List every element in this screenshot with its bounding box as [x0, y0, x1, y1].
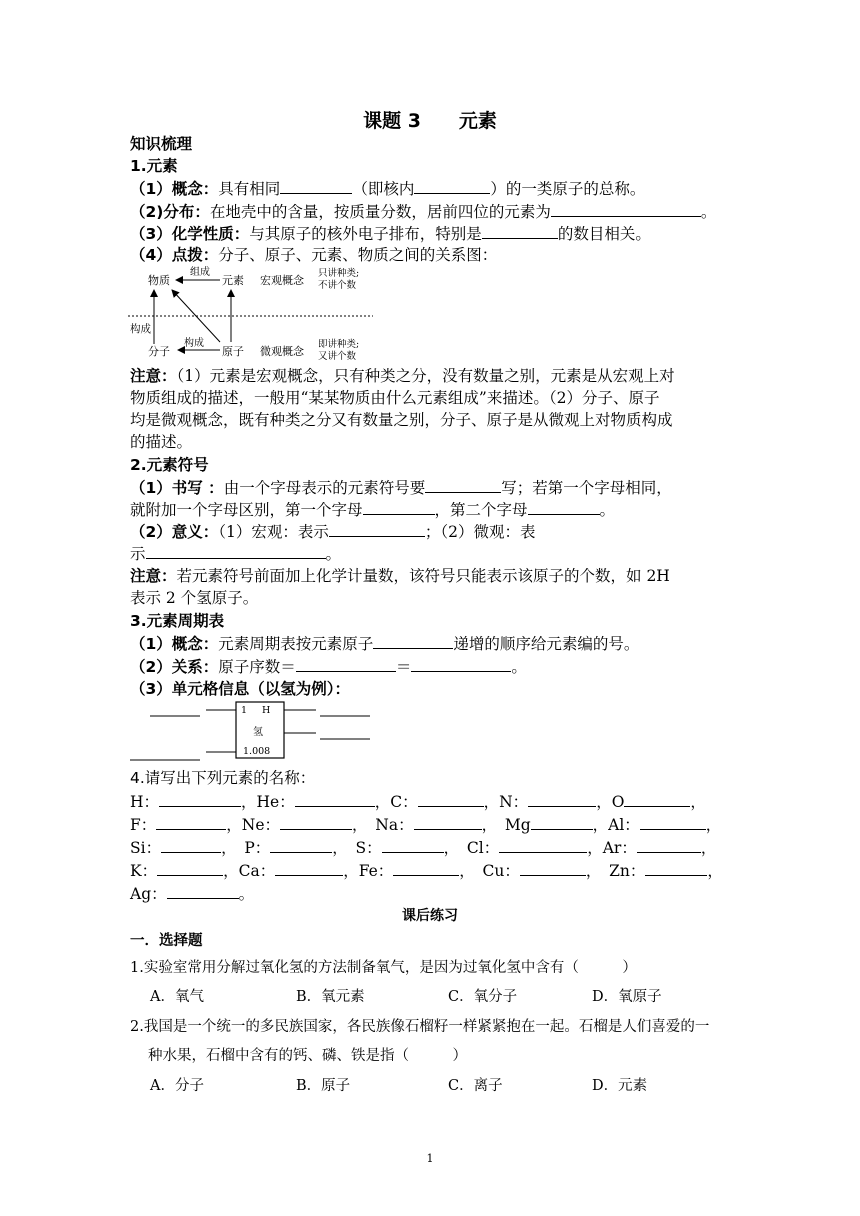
blank-relation-2[interactable] — [411, 655, 511, 672]
meaning-text-c: 示 — [130, 545, 146, 563]
blank-Cu[interactable] — [520, 859, 586, 876]
note1-text-1: （1）元素是宏观概念，只有种类之分，没有数量之别，元素是从宏观上对 — [176, 367, 675, 385]
relation-text-b: ＝ — [395, 658, 412, 676]
diagram-micro: 微观概念 — [260, 345, 304, 358]
label-F: F： — [130, 816, 157, 834]
note1-line4: 的描述。 — [130, 433, 193, 451]
periodic-concept-line — [130, 632, 639, 655]
writing-label: （1）书写 ： — [130, 479, 224, 497]
diagram-compose: 组成 — [190, 267, 210, 278]
row5-end: 。 — [238, 885, 255, 903]
blank-Ca[interactable] — [275, 859, 343, 876]
diagram-micro-note-1: 即讲种类; — [318, 339, 360, 350]
distribution-label: （2)分布： — [130, 203, 210, 221]
question-1: 1.实验室常用分解过氧化氢的方法制备氧气，是因为过氧化氢中含有（ ） — [130, 960, 637, 976]
meaning-text-a: （1）宏观：表示 — [218, 523, 329, 541]
periodic-concept-a: 元素周期表按元素原子 — [218, 635, 374, 653]
blank-O[interactable] — [624, 790, 690, 807]
blank-concept-2[interactable] — [414, 177, 490, 194]
cell-number: 1 — [241, 705, 248, 716]
row3-end: ， — [700, 839, 717, 857]
blank-meaning-2[interactable] — [146, 542, 326, 559]
note2-line1 — [130, 565, 670, 587]
blank-Na[interactable] — [414, 813, 482, 830]
row4-end: ， — [707, 862, 723, 880]
concept-line — [130, 177, 645, 200]
label-He: ，He： — [241, 793, 295, 811]
writing-line-2 — [130, 498, 615, 521]
diagram-micro-note-2: 又讲个数 — [318, 351, 357, 362]
blank-P[interactable] — [270, 836, 332, 853]
meaning-line-2 — [130, 542, 341, 565]
concept-label: （1）概念： — [130, 180, 219, 198]
meaning-text-b: ；（2）微观：表 — [424, 523, 536, 541]
section-choice: 一．选择题 — [130, 933, 203, 949]
blank-He[interactable] — [295, 790, 375, 807]
cell-mass: 1.008 — [243, 746, 271, 757]
blank-Ne[interactable] — [280, 813, 352, 830]
note1-label: 注意： — [130, 367, 177, 385]
blank-Mg[interactable] — [531, 813, 593, 830]
label-Ar: ，Ar： — [587, 839, 637, 857]
diagram-element: 元素 — [222, 274, 244, 287]
heading-element: 1.元素 — [130, 157, 178, 175]
blank-Al[interactable] — [640, 813, 706, 830]
label-N: ，N： — [483, 793, 529, 811]
chemical-property-line — [130, 222, 651, 245]
diagram-molecule: 分子 — [148, 345, 170, 358]
note2-text-1: 若元素符号前面加上化学计量数，该符号只能表示该原子的个数，如 2H — [176, 567, 670, 585]
q2-option-b[interactable]: B．原子 — [296, 1078, 351, 1094]
writing-text-c: 就附加一个字母区别，第一个字母 — [130, 501, 363, 519]
concept-text-a: 具有相同 — [218, 180, 281, 198]
row1-end: ， — [690, 793, 706, 811]
label-Na: ， Na： — [352, 816, 414, 834]
blank-writing-2[interactable] — [363, 498, 435, 515]
page-title: 课题 3 元素 — [363, 110, 497, 132]
names-row-2 — [130, 813, 721, 836]
diagram-constitute-left: 构成 — [130, 323, 151, 335]
q1-option-a[interactable]: A．氧气 — [150, 989, 204, 1005]
tip-label: （4）点拨： — [130, 246, 219, 264]
label-Cu: ， Cu： — [459, 862, 520, 880]
q1-option-d[interactable]: D．氧原子 — [592, 989, 662, 1005]
concept-text-b: （即核内 — [352, 180, 415, 198]
chemical-text-b: 的数目相关。 — [557, 225, 651, 243]
blank-Zn[interactable] — [645, 859, 707, 876]
blank-F[interactable] — [156, 813, 226, 830]
element-cell-diagram — [128, 700, 378, 766]
label-Al: ，Al： — [592, 816, 640, 834]
heading-periodic-table: 3.元素周期表 — [130, 612, 225, 630]
blank-C[interactable] — [418, 790, 484, 807]
label-H: H： — [130, 793, 160, 811]
relation-text-a: 原子序数＝ — [218, 658, 296, 676]
label-K: K： — [130, 862, 158, 880]
note2-line2: 表示 2 个氢原子。 — [130, 589, 259, 607]
relation-label: （2）关系： — [130, 658, 219, 676]
heading-symbol: 2.元素符号 — [130, 456, 209, 474]
label-Si: Si： — [130, 839, 162, 857]
note1-line3: 均是微观概念，既有种类之分又有数量之别，分子、原子是从微观上对物质构成 — [130, 411, 673, 429]
label-Ca: ，Ca： — [223, 862, 276, 880]
writing-text-a: 由一个字母表示的元素符号要 — [223, 479, 426, 497]
diagram-macro-note-2: 不讲个数 — [318, 280, 357, 291]
q1-option-b[interactable]: B．氧元素 — [296, 989, 365, 1005]
diagram-constitute-bottom: 构成 — [184, 338, 204, 349]
distribution-end: 。 — [700, 203, 717, 221]
distribution-text: 在地壳中的含量，按质量分数，居前四位的元素为 — [209, 203, 551, 221]
blank-Si[interactable] — [161, 836, 221, 853]
label-Mg: ， Mg — [481, 816, 531, 834]
note2-label: 注意： — [130, 567, 177, 585]
chemical-text-a: 与其原子的核外电子排布，特别是 — [249, 225, 482, 243]
periodic-concept-label: （1）概念： — [130, 635, 219, 653]
blank-Cl[interactable] — [499, 836, 587, 853]
writing-text-e: 。 — [599, 501, 616, 519]
label-O: ，O — [596, 793, 625, 811]
label-Ag: Ag： — [130, 885, 167, 903]
blank-writing-1[interactable] — [425, 476, 501, 493]
practice-heading: 课后练习 — [402, 908, 458, 924]
note1-line1 — [130, 365, 675, 387]
label-S: ， S： — [332, 839, 382, 857]
meaning-text-d: 。 — [325, 545, 342, 563]
tip-text: 分子、原子、元素、物质之间的关系图： — [218, 246, 498, 264]
relationship-diagram — [128, 264, 388, 364]
q2-option-c[interactable]: C．离子 — [448, 1078, 503, 1094]
row2-end: ， — [705, 816, 722, 834]
heading-names: 4.请写出下列元素的名称： — [130, 769, 316, 787]
chemical-label: （3）化学性质： — [130, 225, 250, 243]
cell-info-label: （3）单元格信息（以氢为例）： — [130, 680, 351, 698]
blank-N[interactable] — [528, 790, 596, 807]
question-2-line-2: 种水果，石榴中含有的钙、磷、铁是指（ ） — [148, 1048, 467, 1064]
blank-Ar[interactable] — [637, 836, 701, 853]
diagram-atom: 原子 — [222, 345, 244, 358]
distribution-line — [130, 200, 716, 223]
section-knowledge: 知识梳理 — [130, 135, 193, 153]
writing-text-b: 写；若第一个字母相同， — [501, 479, 672, 497]
blank-meaning-1[interactable] — [329, 520, 425, 537]
label-C: ，C： — [374, 793, 418, 811]
blank-Fe[interactable] — [393, 859, 459, 876]
label-P: ， P： — [221, 839, 271, 857]
cell-symbol: H — [262, 705, 271, 716]
periodic-concept-b: 递增的顺序给元素编的号。 — [453, 635, 640, 653]
diagram-macro: 宏观概念 — [260, 274, 304, 287]
meaning-line — [130, 520, 536, 543]
names-row-3 — [130, 836, 716, 859]
blank-writing-3[interactable] — [528, 498, 600, 515]
label-Zn: ， Zn： — [585, 862, 646, 880]
relation-text-c: 。 — [511, 658, 527, 676]
blank-concept-1[interactable] — [280, 177, 352, 194]
blank-H[interactable] — [159, 790, 241, 807]
blank-relation-1[interactable] — [296, 655, 396, 672]
blank-distribution[interactable] — [551, 200, 701, 217]
page-number: 1 — [426, 1152, 434, 1165]
label-Ne: ，Ne： — [226, 816, 281, 834]
writing-text-d: ，第二个字母 — [434, 501, 528, 519]
blank-K[interactable] — [157, 859, 223, 876]
blank-chemical[interactable] — [482, 222, 558, 239]
cell-name: 氢 — [253, 727, 263, 738]
label-Fe: ，Fe： — [343, 862, 394, 880]
q2-option-a[interactable]: A．分子 — [150, 1078, 204, 1094]
label-Cl: ， Cl： — [443, 839, 500, 857]
writing-line — [130, 476, 672, 499]
blank-S[interactable] — [382, 836, 444, 853]
blank-periodic-1[interactable] — [373, 632, 453, 649]
names-row-5 — [130, 882, 254, 905]
question-2-line-1: 2.我国是一个统一的多民族国家，各民族像石榴籽一样紧紧抱在一起。石榴是人们喜爱的一 — [130, 1019, 710, 1035]
relation-line — [130, 655, 527, 678]
concept-text-c: ）的一类原子的总称。 — [490, 180, 646, 198]
q1-option-c[interactable]: C．氧分子 — [448, 989, 518, 1005]
tip-line — [130, 244, 497, 266]
q2-option-d[interactable]: D．元素 — [592, 1078, 648, 1094]
blank-Ag[interactable] — [167, 882, 239, 899]
meaning-label: （2）意义： — [130, 523, 219, 541]
note1-line2: 物质组成的描述，一般用“某某物质由什么元素组成”来描述。（2）分子、原子 — [130, 389, 660, 407]
names-row-1 — [130, 790, 706, 813]
names-row-4 — [130, 859, 723, 882]
diagram-substance: 物质 — [148, 274, 170, 287]
diagram-macro-note-1: 只讲种类; — [318, 268, 360, 279]
